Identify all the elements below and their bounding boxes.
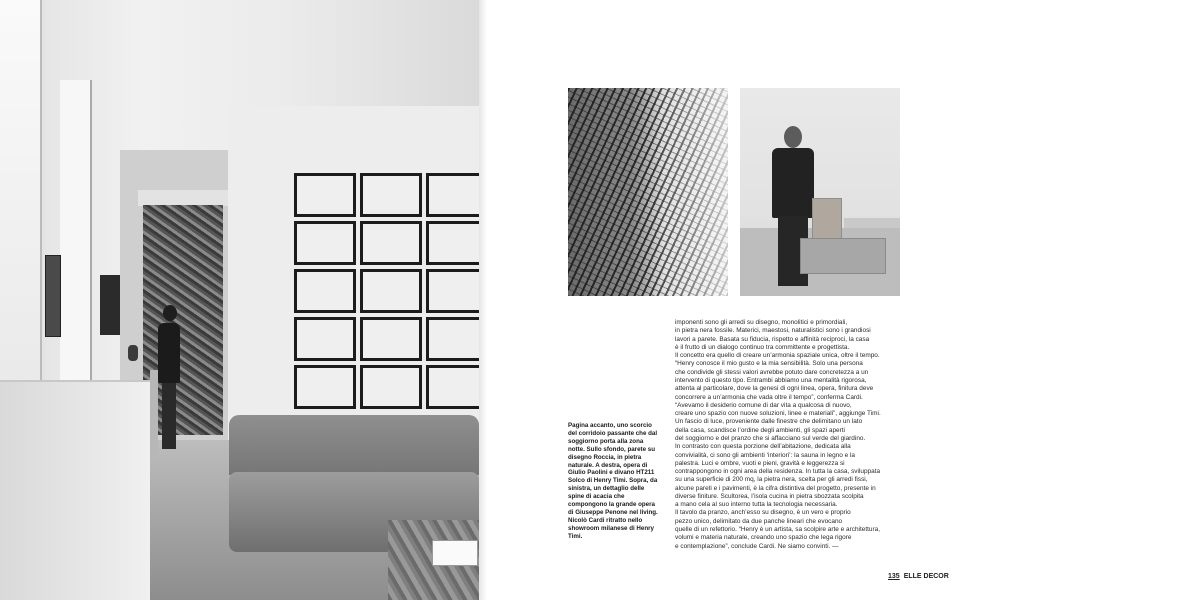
corridor-photo — [0, 0, 479, 600]
body-line: e contemplazione”, conclude Cardi. Ne siamo convinti. ― — [675, 542, 839, 550]
body-line: attenta al particolare, dove la genesi di ogni linea, opera, finitura deve — [675, 385, 874, 393]
man-head — [784, 126, 802, 148]
book — [432, 540, 478, 566]
window — [60, 80, 92, 380]
stone-cabinet — [0, 380, 150, 600]
body-line: “Avevamo il desiderio comune di dar vita a qualcosa di nuovo, — [675, 401, 852, 409]
body-line: concorrere a un’armonia che vada oltre il tempo”, conferma Cardi. — [675, 393, 863, 401]
body-line: a mano cela al suo interno tutta la tecnologia necessaria. — [675, 501, 838, 509]
article-body — [675, 319, 903, 551]
body-line: “Henry conosce il mio gusto e la mia sensibilità. Solo una persona — [675, 360, 863, 368]
vase — [128, 345, 138, 361]
body-line: è il frutto di un dialogo continuo tra committente e progettista. — [675, 343, 850, 351]
body-line: diverse finiture. Scultorea, l’isola cucina in pietra sbozzata scolpita — [675, 492, 864, 500]
body-line: volumi e materia naturale, creando uno spazio che lega rigore — [675, 534, 852, 542]
body-line: che condivide gli stessi valori avrebbe potuto dare concretezza a un — [675, 368, 869, 376]
page-gutter — [479, 0, 487, 600]
body-line: Un fascio di luce, proveniente dalle finestre che delimitano un lato — [675, 418, 863, 426]
body-line: pezzo unico, delimitato da due panche lineari che evocano — [675, 517, 843, 525]
body-line: intervento di questo tipo. Entrambi abbiamo una mentalità rigorosa, — [675, 376, 867, 384]
body-line: quelle di un refettorio. “Henry è un artista, sa scolpire arte e architettura, — [675, 526, 881, 534]
wall-screen — [100, 275, 120, 335]
door-frame — [138, 190, 228, 206]
person-figure — [158, 305, 182, 455]
body-line: Il concetto era quello di creare un’armonia spaziale unica, oltre il tempo. — [675, 352, 880, 360]
window — [0, 0, 42, 420]
acacia-spines-photo — [568, 88, 728, 296]
magazine-name: ELLE DECOR — [903, 573, 949, 580]
body-line: lavori a parete. Basata su fiducia, rispetto e affinità reciproci, la casa — [675, 335, 870, 343]
body-line: creare uno spazio con nuove soluzioni, linee e materiali”, aggiunge Timi. — [675, 410, 881, 418]
body-line: alcune pareti e i pavimenti, è la cifra distintiva del progetto, presente in — [675, 484, 876, 492]
body-line: contrappongono in ogni area della residenza. In tutta la casa, sviluppata — [675, 468, 881, 476]
body-line: palestra. Luci e ombre, vuoti e pieni, gravità e leggerezza si — [675, 459, 845, 467]
body-line: in pietra nera fossile. Materici, maestosi, naturalistici sono i grandiosi — [675, 327, 871, 335]
cabinet-edge — [150, 370, 158, 460]
body-line: convivialità, ci sono gli ambienti ‘interiori’: la sauna in legno e la — [675, 451, 855, 459]
portrait-photo — [740, 88, 900, 296]
page-number: 135 — [888, 573, 900, 580]
body-line: imponenti sono gli arredi su disegno, monolitici e primordiali, — [675, 319, 848, 326]
body-line: In contrasto con questa porzione dell’abitazione, dedicata alla — [675, 443, 851, 451]
photo-caption: Pagina accanto, uno scorcio del corridoio passante che dal soggiorno porta alla zona notte. Sullo sfondo, parete su disegno Roccia, in pietra naturale. A destra, opera di Giulio Paolini e divano HT211 Solco di Henry Timi. Sopra, da sinistra, un dettaglio delle spine di acacia che compongono la grande opera di Giuseppe Penone nel living. Nicolò Cardi ritratto nello showroom milanese di Henry Timi. — [568, 422, 658, 540]
sofa-back — [229, 415, 479, 475]
framed-artwork-grid — [294, 173, 479, 410]
body-line: su una superficie di 200 mq, la pietra nera, scelta per gli arredi fissi, — [675, 476, 868, 484]
page-footer — [888, 573, 949, 580]
bench-seat — [800, 238, 886, 274]
wall-artwork — [45, 255, 61, 337]
body-line: Il tavolo da pranzo, anch’esso su disegno, è un vero e proprio — [675, 509, 851, 517]
body-line: del soggiorno e del pranzo che si affacciano sul verde del giardino. — [675, 434, 866, 442]
man-body — [772, 148, 814, 218]
body-line: della casa, scandisce l’ordine degli ambienti, gli spazi aperti — [675, 426, 845, 434]
table — [844, 218, 900, 228]
